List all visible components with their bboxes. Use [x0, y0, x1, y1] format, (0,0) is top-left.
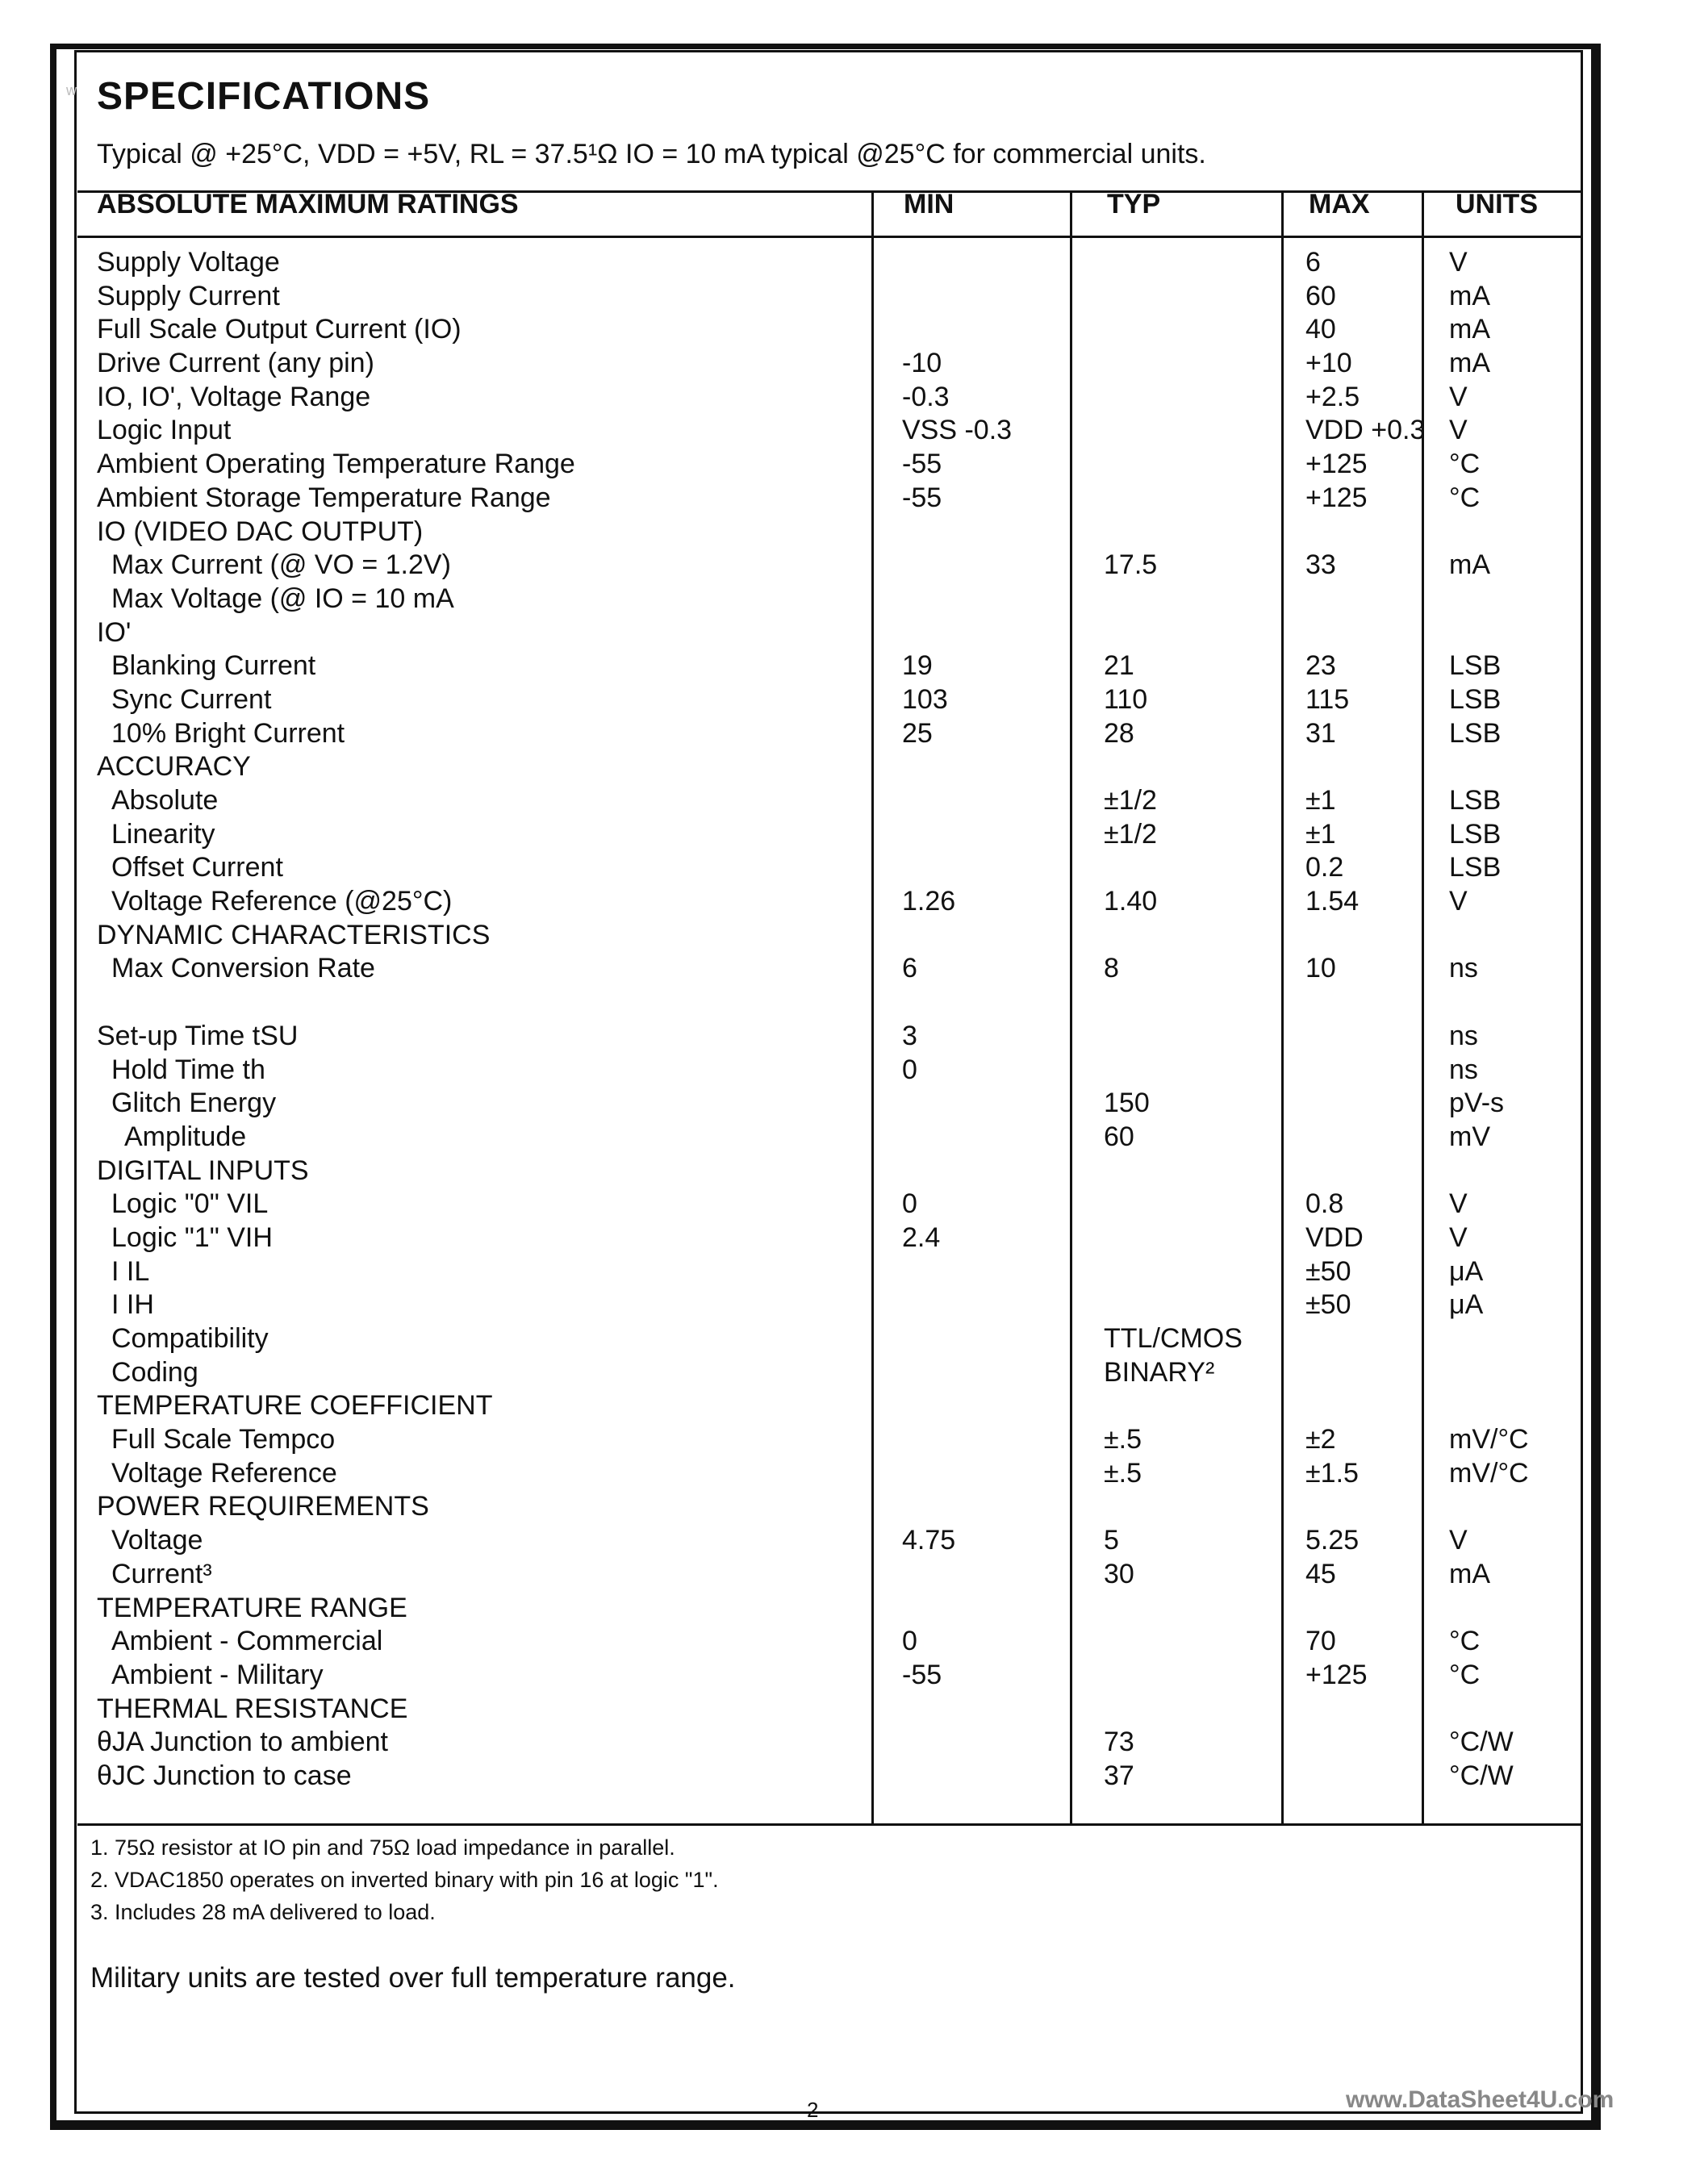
- cell-typ: 1.40: [1104, 886, 1158, 917]
- header-typ: TYP: [1107, 189, 1161, 219]
- cell-max: 23: [1305, 650, 1336, 682]
- table-bottom-rule: [77, 1823, 1581, 1826]
- cell-max: ±1: [1305, 818, 1336, 850]
- cell-typ: TTL/CMOS: [1104, 1323, 1243, 1354]
- cell-max: VDD +0.3: [1305, 415, 1426, 446]
- cell-param: TEMPERATURE COEFFICIENT: [97, 1390, 493, 1422]
- cell-units: mA: [1449, 1558, 1490, 1589]
- cell-min: 3: [902, 1020, 917, 1051]
- cell-param: DYNAMIC CHARACTERISTICS: [97, 919, 491, 950]
- cell-max: ±50: [1305, 1289, 1351, 1321]
- table-row: [0, 1217, 1700, 1251]
- cell-param: IO, IO', Voltage Range: [97, 381, 371, 412]
- cell-param: Ambient Operating Temperature Range: [97, 449, 575, 480]
- table-row: [0, 1756, 1700, 1789]
- cell-param: Amplitude: [124, 1121, 247, 1152]
- cell-units: V: [1449, 415, 1468, 446]
- cell-max: 0.2: [1305, 852, 1344, 883]
- table-row: [0, 512, 1700, 545]
- table-row: [0, 982, 1700, 1016]
- cell-max: 45: [1305, 1558, 1336, 1589]
- table-row: [0, 444, 1700, 478]
- cell-typ: 73: [1104, 1727, 1134, 1758]
- cell-max: 0.8: [1305, 1188, 1344, 1220]
- cell-max: +2.5: [1305, 381, 1360, 412]
- cell-param: Linearity: [111, 818, 215, 850]
- cell-min: -0.3: [902, 381, 950, 412]
- table-row: [0, 1419, 1700, 1453]
- cell-max: +125: [1305, 1659, 1368, 1690]
- cell-param: Voltage Reference: [111, 1457, 337, 1489]
- table-row: [0, 645, 1700, 682]
- cell-min: -55: [902, 1659, 942, 1690]
- cell-units: mV/°C: [1449, 1424, 1529, 1455]
- table-row: [0, 679, 1700, 713]
- cell-units: LSB: [1449, 818, 1502, 850]
- table-header-bottom-rule: [77, 236, 1581, 238]
- cell-min: 2.4: [902, 1221, 941, 1253]
- cell-param: TEMPERATURE RANGE: [97, 1592, 407, 1623]
- cell-param: Max Current (@ VO = 1.2V): [111, 549, 451, 581]
- cell-units: mV/°C: [1449, 1457, 1529, 1489]
- table-row: [0, 746, 1700, 783]
- cell-typ: 150: [1104, 1088, 1150, 1119]
- cell-param: Max Conversion Rate: [111, 953, 375, 984]
- table-row: [0, 478, 1700, 512]
- cell-min: 0: [902, 1054, 917, 1085]
- cell-param: Max Voltage (@ IO = 10 mA: [111, 583, 454, 614]
- cell-max: 40: [1305, 314, 1336, 345]
- cell-units: ns: [1449, 953, 1478, 984]
- footnote-1: 1. 75Ω resistor at IO pin and 75Ω load impedance in parallel.: [90, 1835, 675, 1860]
- cell-param: IO (VIDEO DAC OUTPUT): [97, 516, 424, 547]
- cell-units: LSB: [1449, 683, 1502, 715]
- table-row: [0, 612, 1700, 646]
- cell-units: °C: [1449, 1659, 1481, 1690]
- cell-typ: ±1/2: [1104, 818, 1157, 850]
- cell-param: Voltage: [111, 1525, 203, 1556]
- header-units: UNITS: [1456, 189, 1538, 219]
- cell-param: Full Scale Output Current (IO): [97, 314, 462, 345]
- cell-min: 25: [902, 717, 933, 749]
- cell-min: 0: [902, 1626, 917, 1657]
- footnotes: [90, 1831, 719, 1928]
- cell-max: 60: [1305, 280, 1336, 311]
- cell-param: Supply Voltage: [97, 247, 280, 278]
- footnote-3: 3. Includes 28 mA delivered to load.: [90, 1900, 436, 1924]
- table-row: [0, 814, 1700, 848]
- cell-max: +125: [1305, 449, 1368, 480]
- cell-typ: ±.5: [1104, 1457, 1142, 1489]
- header-param: ABSOLUTE MAXIMUM RATINGS: [97, 189, 519, 219]
- cell-param: I IL: [111, 1255, 150, 1287]
- cell-units: mA: [1449, 549, 1490, 581]
- cell-param: Current³: [111, 1558, 212, 1589]
- cell-max: +10: [1305, 348, 1352, 379]
- cell-max: 31: [1305, 717, 1336, 749]
- cell-max: 6: [1305, 247, 1321, 278]
- table-row: [0, 1050, 1700, 1084]
- table-row: [0, 915, 1700, 949]
- table-row: [0, 1554, 1700, 1588]
- table-row: [0, 847, 1700, 881]
- table-row: [0, 1083, 1700, 1117]
- cell-param: 10% Bright Current: [111, 717, 345, 749]
- cell-typ: BINARY²: [1104, 1356, 1215, 1388]
- table-row: [0, 1655, 1700, 1689]
- cell-max: 115: [1305, 683, 1350, 715]
- cell-typ: 28: [1104, 717, 1134, 749]
- cell-typ: 110: [1104, 683, 1148, 715]
- cell-param: θJA Junction to ambient: [97, 1727, 389, 1758]
- cell-min: 19: [902, 650, 933, 682]
- cell-units: °C: [1449, 1626, 1481, 1657]
- cell-units: V: [1449, 247, 1468, 278]
- table-row: [0, 1016, 1700, 1050]
- cell-units: μA: [1449, 1255, 1484, 1287]
- cell-min: -55: [902, 482, 942, 513]
- table-row: [0, 1588, 1700, 1622]
- cell-param: Offset Current: [111, 852, 283, 883]
- cell-units: ns: [1449, 1020, 1478, 1051]
- table-row: [0, 1318, 1700, 1352]
- table-row: [0, 1117, 1700, 1150]
- cell-units: °C/W: [1449, 1727, 1514, 1758]
- cell-param: Blanking Current: [111, 650, 316, 682]
- footnote-2: 2. VDAC1850 operates on inverted binary with pin 16 at logic "1".: [90, 1868, 719, 1892]
- cell-max: 70: [1305, 1626, 1336, 1657]
- cell-param: Logic "1" VIH: [111, 1221, 273, 1253]
- cell-min: 4.75: [902, 1525, 956, 1556]
- table-row: [0, 242, 1700, 276]
- table-row: [0, 881, 1700, 915]
- table-row: [0, 713, 1700, 747]
- cell-units: mA: [1449, 348, 1490, 379]
- cell-max: ±1: [1305, 785, 1336, 816]
- cell-min: 103: [902, 683, 948, 715]
- table-row: [0, 948, 1700, 982]
- table-row: [0, 1284, 1700, 1321]
- cell-min: -55: [902, 449, 942, 480]
- cell-param: IO': [97, 616, 132, 648]
- cell-units: LSB: [1449, 852, 1502, 883]
- table-row: [0, 1621, 1700, 1655]
- cell-param: ACCURACY: [97, 751, 251, 783]
- cell-param: θJC Junction to case: [97, 1760, 352, 1791]
- cell-typ: 60: [1104, 1121, 1134, 1152]
- cell-param: Glitch Energy: [111, 1088, 277, 1119]
- cell-units: μA: [1449, 1289, 1484, 1321]
- cell-units: V: [1449, 1188, 1468, 1220]
- table-row: [0, 343, 1700, 377]
- table-row: [0, 578, 1700, 612]
- cell-max: ±50: [1305, 1255, 1351, 1287]
- cell-min: 1.26: [902, 886, 956, 917]
- table-row: [0, 1251, 1700, 1285]
- header-max: MAX: [1309, 189, 1370, 219]
- cell-param: Logic Input: [97, 415, 232, 446]
- cell-param: Ambient Storage Temperature Range: [97, 482, 551, 513]
- cell-typ: 17.5: [1104, 549, 1158, 581]
- page-number: 2: [807, 2098, 819, 2122]
- cell-max: 1.54: [1305, 886, 1360, 917]
- table-row: [0, 1385, 1700, 1422]
- cell-param: Set-up Time tSU: [97, 1020, 299, 1051]
- cell-param: Ambient - Military: [111, 1659, 324, 1690]
- cell-min: 0: [902, 1188, 917, 1220]
- cell-param: Drive Current (any pin): [97, 348, 374, 379]
- cell-typ: ±.5: [1104, 1424, 1142, 1455]
- header-min: MIN: [904, 189, 954, 219]
- cell-units: V: [1449, 381, 1468, 412]
- cell-min: VSS -0.3: [902, 415, 1013, 446]
- cell-units: mA: [1449, 280, 1490, 311]
- cell-param: POWER REQUIREMENTS: [97, 1491, 429, 1522]
- cell-param: DIGITAL INPUTS: [97, 1155, 309, 1186]
- cell-units: V: [1449, 1525, 1468, 1556]
- corner-watermark: w: [66, 82, 77, 98]
- table-row: [0, 1520, 1700, 1554]
- cell-max: 10: [1305, 953, 1336, 984]
- cell-units: pV-s: [1449, 1088, 1505, 1119]
- cell-min: -10: [902, 348, 942, 379]
- table-row: [0, 1453, 1700, 1487]
- military-note: Military units are tested over full temperature range.: [90, 1962, 736, 1994]
- cell-typ: 8: [1104, 953, 1119, 984]
- cell-units: LSB: [1449, 717, 1502, 749]
- table-row: [0, 1689, 1700, 1723]
- cell-max: VDD: [1305, 1221, 1364, 1253]
- cell-typ: ±1/2: [1104, 785, 1157, 816]
- cell-param: Compatibility: [111, 1323, 269, 1354]
- cell-typ: 5: [1104, 1525, 1119, 1556]
- cell-param: Logic "0" VIL: [111, 1188, 269, 1220]
- cell-min: 6: [902, 953, 917, 984]
- cell-units: ns: [1449, 1054, 1478, 1085]
- cell-param: Absolute: [111, 785, 219, 816]
- cell-typ: 37: [1104, 1760, 1134, 1791]
- table-row: [0, 545, 1700, 581]
- table-row: [0, 1486, 1700, 1520]
- cell-units: LSB: [1449, 785, 1502, 816]
- table-row: [0, 1150, 1700, 1184]
- cell-param: Sync Current: [111, 683, 272, 715]
- table-row: [0, 1722, 1700, 1756]
- page-title: SPECIFICATIONS: [97, 75, 431, 118]
- table-row: [0, 780, 1700, 814]
- cell-max: 33: [1305, 549, 1336, 581]
- table-row: [0, 1352, 1700, 1386]
- table-row: [0, 276, 1700, 310]
- table-row: [0, 1184, 1700, 1220]
- cell-units: V: [1449, 1221, 1468, 1253]
- cell-max: ±2: [1305, 1424, 1336, 1455]
- cell-max: ±1.5: [1305, 1457, 1359, 1489]
- cell-units: V: [1449, 886, 1468, 917]
- cell-max: 5.25: [1305, 1525, 1360, 1556]
- cell-units: °C/W: [1449, 1760, 1514, 1791]
- conditions-subtitle: Typical @ +25°C, VDD = +5V, RL = 37.5¹Ω IO = 10 mA typical @25°C for commercial units.: [97, 139, 1206, 169]
- spec-table-body: [0, 242, 1700, 1789]
- cell-param: Voltage Reference (@25°C): [111, 886, 453, 917]
- cell-param: Hold Time th: [111, 1054, 265, 1085]
- cell-param: THERMAL RESISTANCE: [97, 1693, 408, 1724]
- cell-units: °C: [1449, 449, 1481, 480]
- table-row: [0, 410, 1700, 444]
- site-watermark: www.DataSheet4U.com: [1346, 2086, 1614, 2113]
- cell-param: Ambient - Commercial: [111, 1626, 383, 1657]
- cell-units: mV: [1449, 1121, 1490, 1152]
- cell-param: Supply Current: [97, 280, 280, 311]
- table-row: [0, 377, 1700, 411]
- cell-param: Coding: [111, 1356, 198, 1388]
- cell-units: mA: [1449, 314, 1490, 345]
- cell-units: LSB: [1449, 650, 1502, 682]
- cell-max: +125: [1305, 482, 1368, 513]
- cell-param: Full Scale Tempco: [111, 1424, 336, 1455]
- cell-typ: 21: [1104, 650, 1134, 682]
- cell-typ: 30: [1104, 1558, 1134, 1589]
- table-row: [0, 309, 1700, 343]
- cell-param: I IH: [111, 1289, 154, 1321]
- cell-units: °C: [1449, 482, 1481, 513]
